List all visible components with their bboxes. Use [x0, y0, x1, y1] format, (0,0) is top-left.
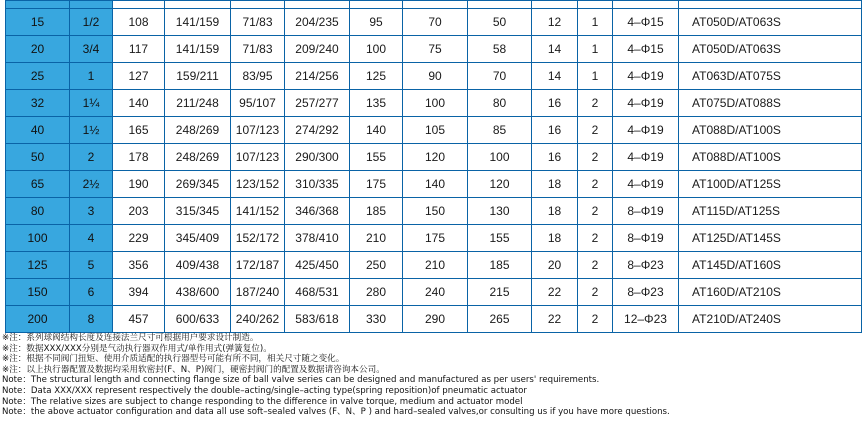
- table-cell: 1: [70, 63, 113, 90]
- table-cell: 50: [468, 9, 532, 36]
- spec-table: [5, 0, 862, 333]
- table-cell: 80: [468, 90, 532, 117]
- table-cell: 20: [532, 252, 578, 279]
- table-cell: 204/235: [285, 9, 350, 36]
- table-cell: AT125D/AT145S: [679, 225, 862, 252]
- note-line: ※注：系列球阀结构长度及连接法兰尺寸可根据用户要求设计制造。: [2, 333, 259, 343]
- table-cell: 1¼: [70, 90, 113, 117]
- table-cell: 4–Φ19: [613, 171, 679, 198]
- table-row: [6, 198, 862, 225]
- notes-section: [2, 333, 758, 418]
- table-cell: 5: [70, 252, 113, 279]
- table-cell: 75: [403, 36, 468, 63]
- table-row: [6, 117, 862, 144]
- table-cell: AT115D/AT125S: [679, 198, 862, 225]
- note-line: Note：The relative sizes are subject to change responding to the difference in valve torque, medium and actuator model: [2, 396, 523, 407]
- table-cell: 457: [113, 306, 165, 333]
- table-cell: 58: [468, 36, 532, 63]
- table-cell: 269/345: [165, 171, 231, 198]
- table-cell: 70: [403, 9, 468, 36]
- table-cell: 378/410: [285, 225, 350, 252]
- table-cell: 70: [468, 63, 532, 90]
- table-cell: 120: [403, 144, 468, 171]
- table-cell: AT050D/AT063S: [679, 9, 862, 36]
- table-cell: 14: [532, 36, 578, 63]
- table-row: [6, 63, 862, 90]
- table-cell: 409/438: [165, 252, 231, 279]
- table-cell: 356: [113, 252, 165, 279]
- table-cell: 248/269: [165, 117, 231, 144]
- table-cell: 4: [70, 225, 113, 252]
- table-cell: 200: [6, 306, 70, 333]
- table-cell: AT075D/AT088S: [679, 90, 862, 117]
- table-cell: 175: [403, 225, 468, 252]
- table-cell: 22: [532, 279, 578, 306]
- table-cell: 394: [113, 279, 165, 306]
- table-cell: 100: [468, 144, 532, 171]
- table-cell: 1½: [70, 117, 113, 144]
- table-row: [6, 252, 862, 279]
- table-cell: 210: [403, 252, 468, 279]
- table-cell: 165: [113, 117, 165, 144]
- note-line: ※注：以上执行器配置及数据均采用软密封(F、N、P)阀门，硬密封阀门的配置及数据请咨询本公司。: [2, 364, 385, 375]
- table-cell: 209/240: [285, 36, 350, 63]
- table-cell: 107/123: [231, 117, 285, 144]
- table-cell: 8–Φ23: [613, 279, 679, 306]
- table-cell: 4–Φ15: [613, 36, 679, 63]
- table-cell: 425/450: [285, 252, 350, 279]
- table-cell: 150: [6, 279, 70, 306]
- table-cell: 2: [70, 144, 113, 171]
- table-cell: 18: [532, 198, 578, 225]
- table-cell: 32: [6, 90, 70, 117]
- table-cell: 12–Φ23: [613, 306, 679, 333]
- table-cell: 345/409: [165, 225, 231, 252]
- table-cell: 8: [70, 306, 113, 333]
- table-cell: 4–Φ19: [613, 117, 679, 144]
- table-cell: 240/262: [231, 306, 285, 333]
- table-cell: 250: [350, 252, 403, 279]
- table-cell: 152/172: [231, 225, 285, 252]
- table-row: [6, 36, 862, 63]
- table-cell: 2: [578, 306, 613, 333]
- table-cell: 190: [113, 171, 165, 198]
- table-cell: 583/618: [285, 306, 350, 333]
- table-cell: 210: [350, 225, 403, 252]
- table-row: [6, 171, 862, 198]
- table-cell: 20: [6, 36, 70, 63]
- table-cell: 90: [403, 63, 468, 90]
- table-cell: 71/83: [231, 36, 285, 63]
- table-cell: 187/240: [231, 279, 285, 306]
- note-line: Note：The structural length and connecting flange size of ball valve series can be designed and manufactured as per users' requirements.: [2, 375, 600, 386]
- table-row: [6, 225, 862, 252]
- table-cell: 280: [350, 279, 403, 306]
- header-remnant-row: [6, 1, 862, 9]
- note-line: Note：Data XXX/XXX represent respectively the double–acting/single–acting type(spring reposition)of pneumatic actuator: [2, 385, 527, 396]
- table-cell: 3/4: [70, 36, 113, 63]
- table-cell: 257/277: [285, 90, 350, 117]
- table-cell: 4–Φ19: [613, 90, 679, 117]
- table-cell: 2: [578, 252, 613, 279]
- table-cell: 4–Φ15: [613, 9, 679, 36]
- table-cell: 315/345: [165, 198, 231, 225]
- note-line: ※注：根据不同阀门扭矩、使用介质适配的执行器型号可能有所不同，相关尺寸随之变化。: [2, 354, 345, 365]
- table-cell: 155: [468, 225, 532, 252]
- table-cell: 1: [578, 36, 613, 63]
- table-cell: 123/152: [231, 171, 285, 198]
- table-row: [6, 90, 862, 117]
- table-cell: AT088D/AT100S: [679, 117, 862, 144]
- table-cell: 175: [350, 171, 403, 198]
- table-cell: 178: [113, 144, 165, 171]
- table-cell: 310/335: [285, 171, 350, 198]
- table-cell: 25: [6, 63, 70, 90]
- table-cell: 130: [468, 198, 532, 225]
- table-cell: 95/107: [231, 90, 285, 117]
- table-cell: 85: [468, 117, 532, 144]
- table-cell: 50: [6, 144, 70, 171]
- table-cell: 140: [113, 90, 165, 117]
- note-line: Note：the above actuator configuration and data all use soft–sealed valves (F、N、P ) and hard–sealed valves,or consulting us if you have more questions.: [2, 407, 670, 418]
- table-cell: 229: [113, 225, 165, 252]
- table-cell: 100: [6, 225, 70, 252]
- table-cell: 117: [113, 36, 165, 63]
- table-cell: 83/95: [231, 63, 285, 90]
- table-cell: 2: [578, 144, 613, 171]
- table-cell: AT063D/AT075S: [679, 63, 862, 90]
- table-cell: 265: [468, 306, 532, 333]
- table-cell: 438/600: [165, 279, 231, 306]
- table-cell: AT050D/AT063S: [679, 36, 862, 63]
- table-cell: 125: [350, 63, 403, 90]
- table-row: [6, 144, 862, 171]
- table-cell: 346/368: [285, 198, 350, 225]
- table-cell: 141/159: [165, 9, 231, 36]
- table-cell: 274/292: [285, 117, 350, 144]
- table-cell: 141/159: [165, 36, 231, 63]
- table-cell: 107/123: [231, 144, 285, 171]
- table-cell: 150: [403, 198, 468, 225]
- table-cell: 141/152: [231, 198, 285, 225]
- table-cell: 2: [578, 117, 613, 144]
- table-cell: 2: [578, 198, 613, 225]
- table-cell: 215: [468, 279, 532, 306]
- table-cell: 155: [350, 144, 403, 171]
- table-cell: 248/269: [165, 144, 231, 171]
- table-cell: 95: [350, 9, 403, 36]
- table-cell: 185: [468, 252, 532, 279]
- table-cell: 290/300: [285, 144, 350, 171]
- table-cell: 4–Φ19: [613, 144, 679, 171]
- table-cell: 6: [70, 279, 113, 306]
- table-cell: 12: [532, 9, 578, 36]
- table-cell: 211/248: [165, 90, 231, 117]
- table-cell: 125: [6, 252, 70, 279]
- table-cell: 2: [578, 279, 613, 306]
- table-cell: 290: [403, 306, 468, 333]
- table-cell: 203: [113, 198, 165, 225]
- table-cell: 2: [578, 171, 613, 198]
- table-cell: 80: [6, 198, 70, 225]
- table-cell: 600/633: [165, 306, 231, 333]
- table-cell: 140: [350, 117, 403, 144]
- table-cell: 214/256: [285, 63, 350, 90]
- table-cell: 15: [6, 9, 70, 36]
- table-cell: 100: [350, 36, 403, 63]
- table-cell: 4–Φ19: [613, 63, 679, 90]
- table-cell: 159/211: [165, 63, 231, 90]
- table-cell: 468/531: [285, 279, 350, 306]
- table-row: [6, 306, 862, 333]
- table-row: [6, 9, 862, 36]
- table-cell: 18: [532, 225, 578, 252]
- table-cell: 172/187: [231, 252, 285, 279]
- table-cell: 120: [468, 171, 532, 198]
- table-cell: 16: [532, 144, 578, 171]
- table-cell: 135: [350, 90, 403, 117]
- table-cell: 2: [578, 90, 613, 117]
- table-cell: 18: [532, 171, 578, 198]
- table-cell: AT088D/AT100S: [679, 144, 862, 171]
- table-cell: 1: [578, 63, 613, 90]
- table-cell: 16: [532, 117, 578, 144]
- table-cell: AT160D/AT210S: [679, 279, 862, 306]
- table-cell: 40: [6, 117, 70, 144]
- table-cell: 16: [532, 90, 578, 117]
- table-cell: AT145D/AT160S: [679, 252, 862, 279]
- table-cell: 185: [350, 198, 403, 225]
- table-cell: 1/2: [70, 9, 113, 36]
- table-cell: 8–Φ19: [613, 198, 679, 225]
- table-cell: 3: [70, 198, 113, 225]
- table-cell: 108: [113, 9, 165, 36]
- table-cell: 330: [350, 306, 403, 333]
- table-cell: 14: [532, 63, 578, 90]
- table-cell: 2½: [70, 171, 113, 198]
- table-cell: 140: [403, 171, 468, 198]
- table-cell: 71/83: [231, 9, 285, 36]
- table-cell: 8–Φ23: [613, 252, 679, 279]
- table-cell: 22: [532, 306, 578, 333]
- table-cell: 240: [403, 279, 468, 306]
- table-cell: AT100D/AT125S: [679, 171, 862, 198]
- table-row: [6, 279, 862, 306]
- table-cell: 100: [403, 90, 468, 117]
- table-cell: 1: [578, 9, 613, 36]
- table-cell: 127: [113, 63, 165, 90]
- table-cell: 105: [403, 117, 468, 144]
- table-cell: 2: [578, 225, 613, 252]
- note-line: ※注：数据XXX/XXX分别是气动执行器双作用式/单作用式(弹簧复位)。: [2, 343, 272, 354]
- table-cell: 8–Φ19: [613, 225, 679, 252]
- table-cell: 65: [6, 171, 70, 198]
- table-cell: AT210D/AT240S: [679, 306, 862, 333]
